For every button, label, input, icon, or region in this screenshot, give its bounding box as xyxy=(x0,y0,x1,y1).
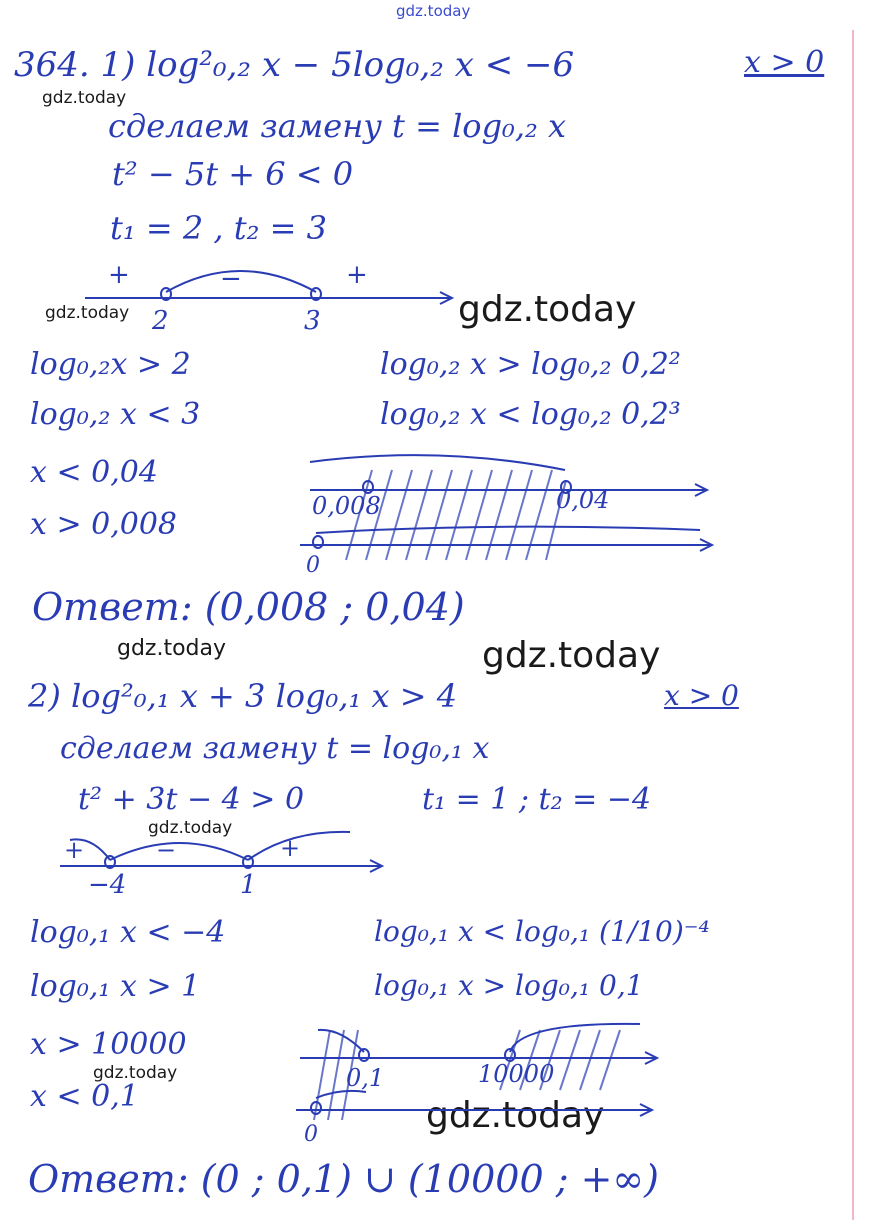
watermark: gdz.today xyxy=(482,635,661,676)
problem-1-substitution: сделаем замену t = log₀,₂ x xyxy=(108,107,567,145)
axis5-point: 0,1 xyxy=(346,1064,385,1092)
system-2c-line-2: x < 0,1 xyxy=(30,1079,139,1114)
problem-2-quadratic: t² + 3t − 4 > 0 xyxy=(78,782,305,817)
axis1-point: 3 xyxy=(304,306,321,336)
sign-arc xyxy=(110,843,248,860)
problem-1-roots: t₁ = 2 , t₂ = 3 xyxy=(110,209,327,247)
sign-arc xyxy=(248,832,350,860)
hatching xyxy=(346,470,566,560)
watermark: gdz.today xyxy=(458,289,637,330)
answer-1: Ответ: (0,008 ; 0,04) xyxy=(32,585,465,629)
problem-2-domain: x > 0 xyxy=(664,679,739,712)
system-2a-line-2: log₀,₁ x > 1 xyxy=(30,969,201,1004)
system-2a-line-1: log₀,₁ x < −4 xyxy=(30,915,226,950)
problem-1-quadratic: t² − 5t + 6 < 0 xyxy=(112,155,354,193)
problem-1-statement: 364. 1) log²₀,₂ x − 5log₀,₂ x < −6 xyxy=(14,45,575,85)
axis2-point: 0,008 xyxy=(312,492,381,520)
axis4-sign-left: + xyxy=(64,836,85,864)
problem-2-substitution: сделаем замену t = log₀,₁ x xyxy=(60,731,490,766)
system-1b-line-2: log₀,₂ x < log₀,₂ 0,2³ xyxy=(380,397,681,432)
system-1c-line-2: x > 0,008 xyxy=(30,507,178,542)
system-1b-line-1: log₀,₂ x > log₀,₂ 0,2² xyxy=(380,347,681,382)
system-2b-line-1: log₀,₁ x < log₀,₁ (1/10)⁻⁴ xyxy=(374,915,710,948)
axis4-sign-right: + xyxy=(280,834,301,862)
point-marker xyxy=(313,536,323,548)
axis1-sign-right: + xyxy=(346,260,368,290)
axis3-point: 0 xyxy=(306,553,320,578)
watermark: gdz.today xyxy=(42,88,127,108)
system-2c-line-1: x > 10000 xyxy=(30,1027,187,1062)
interval-arc xyxy=(310,455,565,470)
axis5-point: 10000 xyxy=(478,1060,555,1088)
axis1-sign-left: + xyxy=(108,260,130,290)
watermark: gdz.today xyxy=(45,303,130,323)
axis4-point: 1 xyxy=(240,870,257,900)
system-2b-line-2: log₀,₁ x > log₀,₁ 0,1 xyxy=(374,969,644,1002)
watermark-top: gdz.today xyxy=(396,2,471,20)
sign-arc xyxy=(70,839,110,860)
axis4-point: −4 xyxy=(88,870,127,900)
axis1-sign-middle: − xyxy=(220,264,242,294)
problem-2-statement: 2) log²₀,₁ x + 3 log₀,₁ x > 4 xyxy=(28,677,458,715)
system-1a-line-1: log₀,₂x > 2 xyxy=(30,347,191,382)
axis1-point: 2 xyxy=(152,306,169,336)
answer-2: Ответ: (0 ; 0,1) ∪ (10000 ; +∞) xyxy=(28,1157,659,1201)
hatching xyxy=(314,1030,620,1120)
system-1c-line-1: x < 0,04 xyxy=(30,455,158,490)
problem-1-domain: x > 0 xyxy=(744,45,825,80)
watermark: gdz.today xyxy=(148,818,233,838)
axis6-point: 0 xyxy=(304,1122,318,1147)
watermark: gdz.today xyxy=(117,636,227,661)
axis4-sign-middle: − xyxy=(156,836,177,864)
watermark: gdz.today xyxy=(93,1063,178,1083)
watermark: gdz.today xyxy=(426,1095,605,1136)
problem-2-roots: t₁ = 1 ; t₂ = −4 xyxy=(422,782,652,817)
sign-arc xyxy=(166,271,316,292)
interval-arc xyxy=(316,1091,366,1098)
axis2-point: 0,04 xyxy=(556,486,610,514)
system-1a-line-2: log₀,₂ x < 3 xyxy=(30,397,201,432)
